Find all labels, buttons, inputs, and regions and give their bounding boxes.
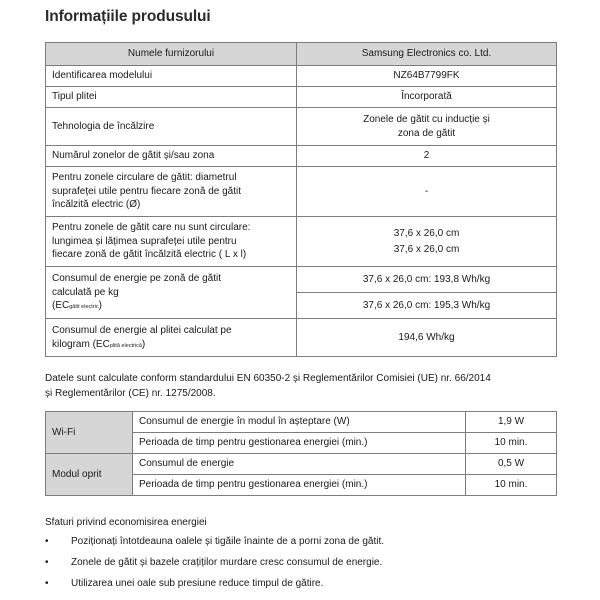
supplier-name-value: Samsung Electronics co. Ltd.: [297, 43, 557, 66]
spec-value-hob-energy: 194,6 Wh/kg: [297, 319, 557, 357]
standards-note-line-1: Datele sunt calculate conform standardului EN 60350-2 și Reglementărilor Comisiei (UE) nr. 66/2014: [45, 373, 491, 384]
spec-row-heating-tech: [46, 108, 557, 146]
spec-value-energy-zone-2: 37,6 x 26,0 cm: 195,3 Wh/kg: [297, 293, 557, 319]
tip-text: Zonele de gătit și bazele crațiților murdare cresc consumul de energie.: [71, 557, 383, 568]
list-item: [45, 552, 384, 573]
standby-label-off-power: Consumul de energie: [133, 454, 466, 475]
standby-group-wifi: Wi-Fi: [46, 412, 133, 454]
list-item: [45, 531, 384, 552]
energy-zone-label-line-1: Consumul de energie pe zonă de gătit: [52, 273, 222, 285]
spec-row-circular-zones: [46, 167, 557, 217]
spec-label-energy-per-zone: [46, 267, 297, 319]
hob-energy-label-end: ): [141, 338, 146, 350]
spec-label-circular-zones: [46, 167, 297, 217]
zone-dimensions-1: 37,6 x 26,0 cm: [393, 228, 460, 239]
standby-row-off-power: [46, 454, 557, 475]
spec-row-model: [46, 66, 557, 87]
noncircular-label-line-1: Pentru zonele de gătit care nu sunt circulare:: [52, 222, 251, 234]
standby-label-wifi-time: Perioada de timp pentru gestionarea energiei (min.): [133, 433, 466, 454]
standby-group-off-mode: Modul oprit: [46, 454, 133, 496]
energy-zone-label-subscript: gătit electric: [69, 304, 99, 311]
zone-dimensions-2: 37,6 x 26,0 cm: [393, 243, 460, 255]
standards-note-line-2: și Reglementărilor (CE) nr. 1275/2008.: [45, 387, 216, 399]
energy-zone-label-line-3: (EC: [52, 300, 70, 312]
heating-tech-line-2: zona de gătit: [397, 127, 456, 139]
tip-text: Utilizarea unei oale sub presiune reduce timpul de gătire.: [71, 578, 324, 589]
spec-value-heating-tech: [297, 108, 557, 146]
circular-label-line-1: Pentru zonele circulare de gătit: diametrul: [52, 172, 237, 184]
spec-row-hob-energy: [46, 319, 557, 357]
spec-value-hob-type: Încorporată: [297, 87, 557, 108]
bullet-icon: •: [45, 536, 49, 547]
energy-zone-label-end: ): [98, 300, 102, 312]
standards-note: [45, 372, 557, 401]
spec-value-model: NZ64B7799FK: [297, 66, 557, 87]
noncircular-label-line-3: fiecare zonă de gătit încălzită electric ( L x l): [52, 249, 247, 261]
product-spec-table: [45, 42, 557, 357]
bullet-icon: •: [45, 578, 49, 589]
spec-label-heating-tech: Tehnologia de încălzire: [46, 108, 297, 146]
tip-text: Poziționați întotdeauna oalele și tigăile înainte de a porni zona de gătit.: [71, 536, 384, 547]
standby-value-off-power: 0,5 W: [466, 454, 557, 475]
standby-value-wifi-power: 1,9 W: [466, 412, 557, 433]
standby-value-wifi-time: 10 min.: [466, 433, 557, 454]
spec-header-row: [46, 43, 557, 66]
spec-label-hob-type: Tipul plitei: [46, 87, 297, 108]
supplier-name-label: Numele furnizorului: [46, 43, 297, 66]
spec-row-hob-type: [46, 87, 557, 108]
bullet-icon: •: [45, 557, 49, 568]
spec-row-zone-count: [46, 146, 557, 167]
hob-energy-label-line-1: Consumul de energie al plitei calculat pe: [52, 325, 232, 336]
standby-label-off-time: Perioada de timp pentru gestionarea energiei (min.): [133, 475, 466, 496]
energy-tips-title: Sfaturi privind economisirea energiei: [45, 517, 207, 528]
circular-label-line-2: suprafeței utile pentru fiecare zonă de gătit: [52, 185, 242, 197]
heating-tech-line-1: Zonele de gătit cu inducție și: [363, 114, 490, 125]
circular-label-line-3: încălzită electric (Ø): [52, 199, 141, 211]
standby-power-table: [45, 411, 557, 496]
spec-value-zone-count: 2: [297, 146, 557, 167]
spec-label-hob-energy: [46, 319, 297, 357]
noncircular-label-line-2: lungimea și lățimea suprafeței utile pentru: [52, 235, 237, 247]
spec-value-energy-zone-1: 37,6 x 26,0 cm: 193,8 Wh/kg: [297, 267, 557, 293]
hob-energy-label-subscript: plită electrică: [109, 342, 142, 349]
spec-value-circular-zones: -: [297, 167, 557, 217]
energy-tips-list: [45, 531, 384, 594]
page-title: Informațiile produsului: [45, 8, 211, 25]
standby-label-wifi-power: Consumul de energie în modul în așteptare (W): [133, 412, 466, 433]
standby-value-off-time: 10 min.: [466, 475, 557, 496]
spec-label-noncircular-zones: [46, 217, 297, 267]
list-item: [45, 573, 384, 594]
spec-row-energy-per-zone-a: [46, 267, 557, 293]
standby-row-wifi-power: [46, 412, 557, 433]
spec-row-noncircular-zones: [46, 217, 557, 267]
hob-energy-label-line-2: kilogram (EC: [52, 338, 110, 350]
energy-zone-label-line-2: calculată pe kg: [52, 286, 119, 298]
spec-label-zone-count: Numărul zonelor de gătit și/sau zona: [46, 146, 297, 167]
spec-label-model: Identificarea modelului: [46, 66, 297, 87]
spec-value-noncircular-zones: [297, 217, 557, 267]
